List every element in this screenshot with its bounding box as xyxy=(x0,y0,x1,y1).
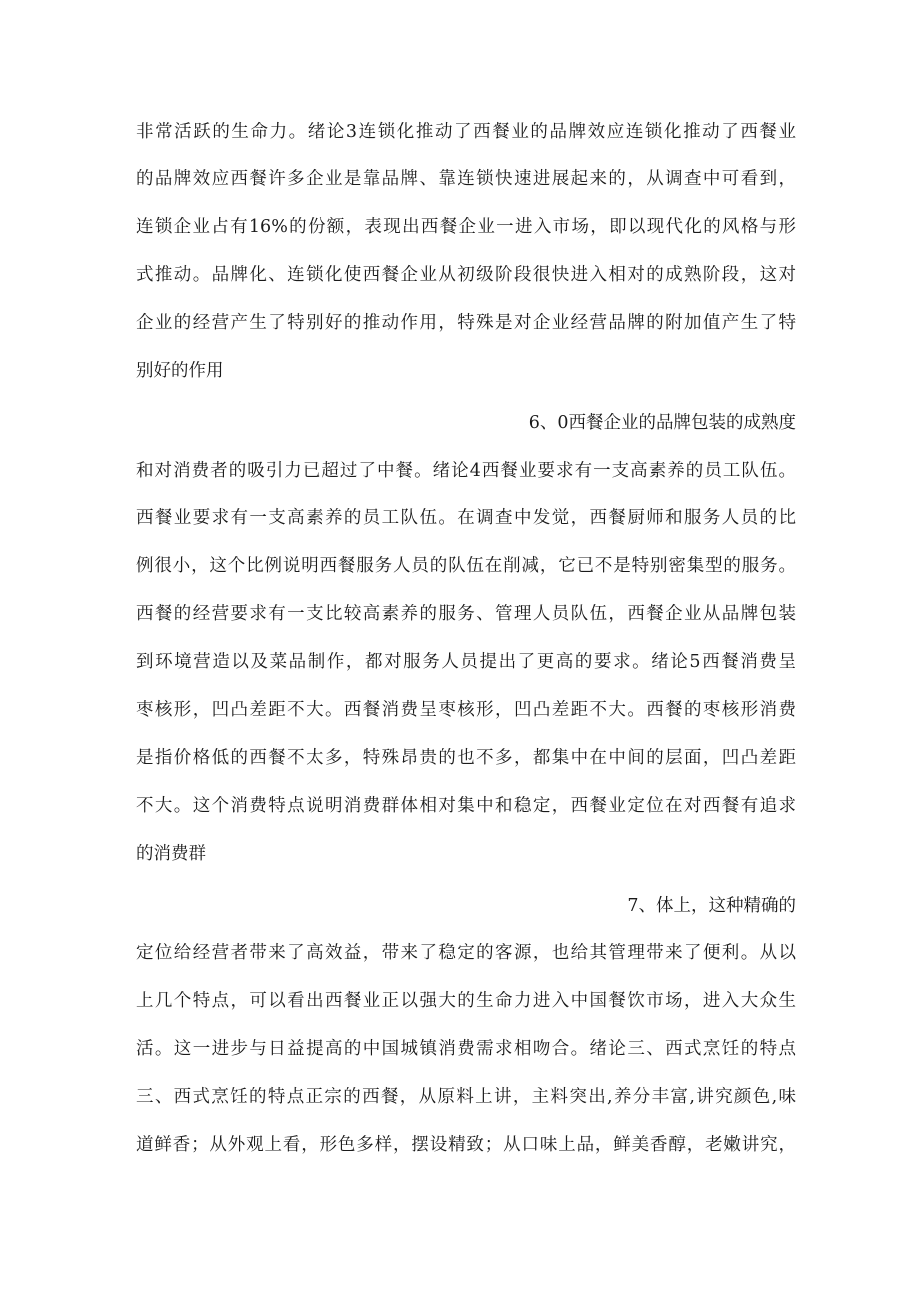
text-line-2: 的品牌效应西餐许多企业是靠品牌、靠连锁快速进展起来的，从调查中可看到， xyxy=(136,169,796,189)
text-line-8: 和对消费者的吸引力已超过了中餐。绪论4西餐业要求有一支高素养的员工队伍。 xyxy=(136,461,796,481)
text-line-20: 活。这一进步与日益提高的中国城镇消费需求相吻合。绪论三、西式烹饪的特点 xyxy=(136,1039,796,1059)
text-line-17: 7、体上，这种精确的 xyxy=(627,896,796,916)
text-line-7: 6、0西餐企业的品牌包装的成熟度 xyxy=(528,413,796,433)
text-line-18: 定位给经营者带来了高效益，带来了稳定的客源，也给其管理带来了便利。从以 xyxy=(136,943,796,963)
text-line-19: 上几个特点，可以看出西餐业正以强大的生命力进入中国餐饮市场，进入大众生 xyxy=(136,991,796,1011)
text-line-4: 式推动。品牌化、连锁化使西餐企业从初级阶段很快进入相对的成熟阶段，这对 xyxy=(136,265,796,285)
text-line-10: 例很小，这个比例说明西餐服务人员的队伍在削减，它已不是特别密集型的服务。 xyxy=(136,556,796,576)
text-line-5: 企业的经营产生了特别好的推动作用，特殊是对企业经营品牌的附加值产生了特 xyxy=(136,313,796,333)
text-line-1: 非常活跃的生命力。绪论3连锁化推动了西餐业的品牌效应连锁化推动了西餐业 xyxy=(136,122,796,142)
text-line-3: 连锁企业占有16%的份额，表现出西餐企业一进入市场，即以现代化的风格与形 xyxy=(136,217,796,237)
text-line-12: 到环境营造以及菜品制作，都对服务人员提出了更高的要求。绪论5西餐消费呈 xyxy=(136,652,796,672)
text-line-11: 西餐的经营要求有一支比较高素养的服务、管理人员队伍，西餐企业从品牌包装 xyxy=(136,604,796,624)
text-line-6: 别好的作用 xyxy=(136,361,224,381)
text-line-22: 道鲜香；从外观上看，形色多样，摆设精致；从口味上品，鲜美香醇，老嫩讲究， xyxy=(136,1135,796,1155)
text-line-13: 枣核形，凹凸差距不大。西餐消费呈枣核形，凹凸差距不大。西餐的枣核形消费 xyxy=(136,700,796,720)
text-line-21: 三、西式烹饪的特点正宗的西餐，从原料上讲，主料突出,养分丰富,讲究颜色,味 xyxy=(136,1087,796,1107)
text-line-14: 是指价格低的西餐不太多，特殊昂贵的也不多，都集中在中间的层面，凹凸差距 xyxy=(136,748,796,768)
text-line-16: 的消费群 xyxy=(136,844,206,864)
text-line-9: 西餐业要求有一支高素养的员工队伍。在调查中发觉，西餐厨师和服务人员的比 xyxy=(136,508,796,528)
text-line-15: 不大。这个消费特点说明消费群体相对集中和稳定，西餐业定位在对西餐有追求 xyxy=(136,796,796,816)
